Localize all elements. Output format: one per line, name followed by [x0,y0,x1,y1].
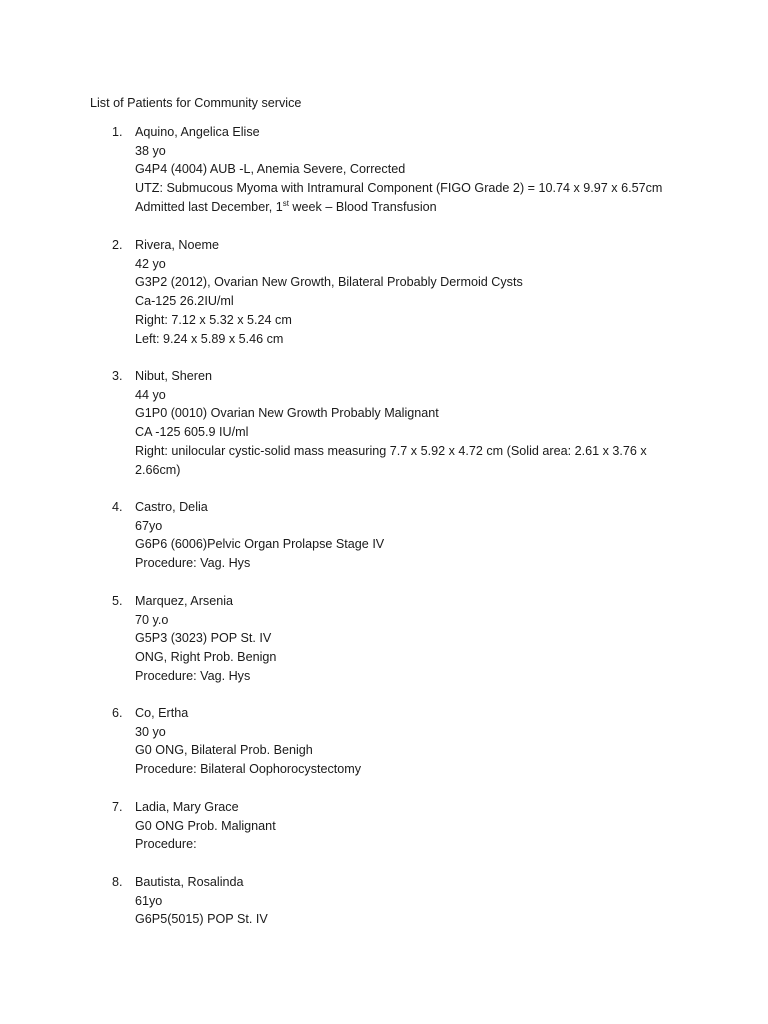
admission-suffix: week – Blood Transfusion [288,199,437,214]
patient-admission-note [135,198,675,217]
list-number: 5. [112,594,123,608]
patient-age: 61yo [135,893,163,908]
document-title: List of Patients for Community service [90,96,302,110]
patient-age: 30 yo [135,724,166,739]
patient-age: 42 yo [135,256,166,271]
patient-measurement: Right: 7.12 x 5.32 x 5.24 cm [135,312,292,327]
patient-name: Nibut, Sheren [135,369,213,383]
patient-name: Castro, Delia [135,500,208,514]
patient-name: Bautista, Rosalinda [135,875,244,889]
patient-name: Ladia, Mary Grace [135,800,239,814]
list-number: 4. [112,500,123,514]
patient-lab-result: Ca-125 26.2IU/ml [135,294,234,309]
patient-procedure: Procedure: Vag. Hys [135,668,251,683]
patient-name: Co, Ertha [135,706,189,720]
patient-details [135,123,675,217]
patient-diagnosis: G0 ONG Prob. Malignant [135,818,276,833]
patient-details [135,798,675,854]
list-number: 6. [112,706,123,720]
admission-prefix: Admitted last December, 1 [135,199,283,214]
patient-name: Marquez, Arsenia [135,594,234,608]
patient-procedure: Procedure: [135,837,197,852]
patient-details [135,873,675,929]
patient-details [135,704,675,779]
patient-details [135,236,675,348]
patient-details [135,367,675,479]
patient-measurement: Left: 9.24 x 5.89 x 5.46 cm [135,331,284,346]
list-number: 8. [112,875,123,889]
patient-procedure: Procedure: Bilateral Oophorocystectomy [135,762,362,777]
patient-age: 67yo [135,518,163,533]
patient-details [135,498,675,573]
patient-name: Rivera, Noeme [135,238,219,252]
list-number: 1. [112,125,123,139]
patient-lab-result: CA -125 605.9 IU/ml [135,425,249,440]
patient-diagnosis: G4P4 (4004) AUB -L, Anemia Severe, Corrected [135,162,406,177]
patient-measurement: Right: unilocular cystic-solid mass measuring 7.7 x 5.92 x 4.72 cm (Solid area: 2.61 x 3.76 x 2.66cm) [135,443,647,477]
patient-procedure: Procedure: Vag. Hys [135,556,251,571]
patient-details [135,592,675,686]
patient-age: 44 yo [135,387,166,402]
patient-diagnosis: G6P5(5015) POP St. IV [135,912,268,927]
ordinal-suffix: st [282,198,289,208]
patient-diagnosis: G0 ONG, Bilateral Prob. Benigh [135,743,313,758]
patient-ultrasound: UTZ: Submucous Myoma with Intramural Component (FIGO Grade 2) = 10.74 x 9.97 x 6.57cm [135,181,663,196]
list-number: 7. [112,800,123,814]
patient-name: Aquino, Angelica Elise [135,125,260,139]
list-number: 2. [112,238,123,252]
patient-diagnosis: G1P0 (0010) Ovarian New Growth Probably Malignant [135,406,439,421]
patient-diagnosis: G6P6 (6006)Pelvic Organ Prolapse Stage IV [135,537,385,552]
patient-diagnosis: ONG, Right Prob. Benign [135,650,277,665]
patient-diagnosis: G3P2 (2012), Ovarian New Growth, Bilateral Probably Dermoid Cysts [135,275,523,290]
patient-age: 38 yo [135,143,166,158]
patient-diagnosis: G5P3 (3023) POP St. IV [135,631,272,646]
patient-age: 70 y.o [135,612,169,627]
list-number: 3. [112,369,123,383]
